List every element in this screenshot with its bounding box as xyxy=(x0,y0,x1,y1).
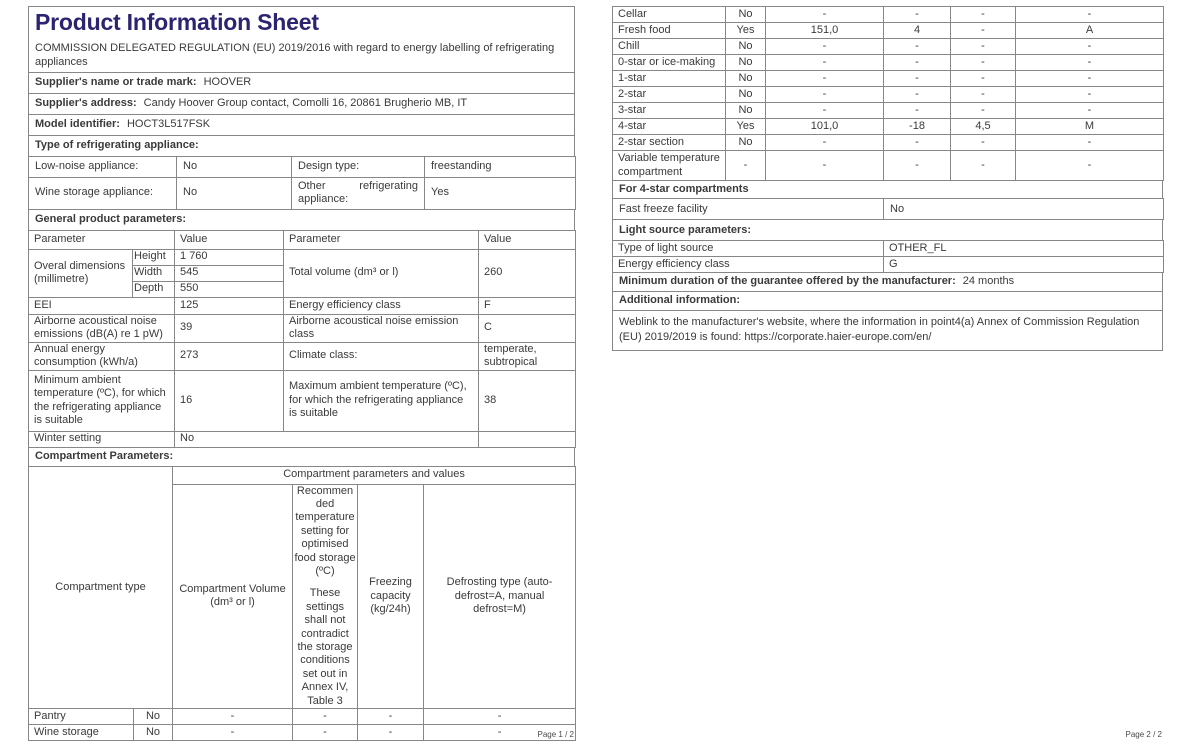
compartment-temp: - xyxy=(884,55,951,71)
weblink-url: https://corporate.haier-europe.com/en/ xyxy=(744,330,932,343)
compartment-name: Cellar xyxy=(613,7,726,23)
weblink-row xyxy=(613,310,1163,350)
compartment-freezing: - xyxy=(951,87,1016,103)
guarantee-value: 24 months xyxy=(962,275,1015,288)
energy-class-value: F xyxy=(479,297,576,314)
other-appliance-value: Yes xyxy=(425,177,576,209)
light-class-value: G xyxy=(884,257,1164,273)
compartment-freezing: - xyxy=(951,135,1016,151)
section-general-parameters: General product parameters: xyxy=(29,209,575,230)
title-block xyxy=(29,7,575,73)
compartment-temp: 4 xyxy=(884,23,951,39)
type-table xyxy=(28,156,576,210)
compartment-table-page1 xyxy=(28,466,576,742)
compartment-table-page2 xyxy=(612,6,1164,181)
compartment-defrost: - xyxy=(1016,103,1164,119)
compartment-volume: - xyxy=(766,7,884,23)
light-type-label: Type of light source xyxy=(613,241,884,257)
wine-storage-value: No xyxy=(177,177,292,209)
compartment-freezing: - xyxy=(358,709,424,725)
guarantee-row xyxy=(613,273,1163,291)
noise-emissions-label: Airborne acoustical noise emissions (dB(A) re 1 pW) xyxy=(29,314,175,342)
compartment-present: No xyxy=(726,135,766,151)
annual-energy-value: 273 xyxy=(175,342,284,370)
dimensions-label: Overal dimensions (millimetre) xyxy=(29,249,133,297)
recommended-temp-header xyxy=(293,484,358,709)
compartment-present: No xyxy=(726,87,766,103)
compartment-volume: 101,0 xyxy=(766,119,884,135)
compartment-freezing: - xyxy=(951,55,1016,71)
table-row xyxy=(613,55,1164,71)
winter-setting-label: Winter setting xyxy=(29,431,175,447)
compartment-name: 0-star or ice-making xyxy=(613,55,726,71)
fast-freeze-table xyxy=(612,198,1164,220)
regulation-text: COMMISSION DELEGATED REGULATION (EU) 2019/2016 with regard to energy labelling of refrigerating appliances xyxy=(35,42,555,69)
model-identifier-value: HOCT3L517FSK xyxy=(126,118,211,131)
compartment-name: 1-star xyxy=(613,71,726,87)
compartment-temp: - xyxy=(884,71,951,87)
general-parameters-table xyxy=(28,230,576,448)
header-info-table xyxy=(28,6,575,157)
table-row xyxy=(613,103,1164,119)
compartment-freezing: - xyxy=(951,7,1016,23)
compartment-temp: - xyxy=(884,151,951,181)
page-number-1: Page 1 / 2 xyxy=(537,730,574,739)
compartment-freezing: - xyxy=(951,151,1016,181)
compartment-group-header: Compartment parameters and values xyxy=(173,466,576,484)
eei-label: EEI xyxy=(29,297,175,314)
dimension-value-depth: 550 xyxy=(175,281,284,297)
compartment-temp: - xyxy=(884,87,951,103)
compartment-freezing: - xyxy=(951,23,1016,39)
freezing-capacity-header: Freezing capacity (kg/24h) xyxy=(358,484,424,709)
compartment-name: 2-star section xyxy=(613,135,726,151)
model-identifier-label: Model identifier: xyxy=(35,118,120,131)
compartment-volume: - xyxy=(766,103,884,119)
compartment-present: - xyxy=(726,151,766,181)
section-compartment-parameters: Compartment Parameters: xyxy=(29,447,575,466)
climate-class-label: Climate class: xyxy=(284,342,479,370)
compartment-freezing: - xyxy=(951,71,1016,87)
compartment-volume: - xyxy=(766,135,884,151)
fast-freeze-value: No xyxy=(884,199,1164,220)
compartment-name: Pantry xyxy=(29,709,134,725)
param-header-1: Parameter xyxy=(29,230,175,249)
compartment-name: 3-star xyxy=(613,103,726,119)
param-header-2: Parameter xyxy=(284,230,479,249)
compartment-volume: - xyxy=(766,71,884,87)
model-identifier-row xyxy=(29,114,575,135)
compartment-present: No xyxy=(726,71,766,87)
winter-setting-value: No xyxy=(175,431,479,447)
compartment-freezing: - xyxy=(951,39,1016,55)
compartment-name: Chill xyxy=(613,39,726,55)
compartment-volume: - xyxy=(173,709,293,725)
compartment-defrost: - xyxy=(1016,87,1164,103)
low-noise-label: Low-noise appliance: xyxy=(29,156,177,177)
compartment-defrost: - xyxy=(1016,151,1164,181)
compartment-defrost: - xyxy=(1016,71,1164,87)
max-ambient-temp-label: Maximum ambient temperature (ºC), for which the refrigerating appliance is suitable xyxy=(284,370,479,431)
compartment-present: No xyxy=(726,103,766,119)
compartment-defrost: - xyxy=(1016,55,1164,71)
light-source-table xyxy=(612,240,1164,273)
compartment-defrost: - xyxy=(424,725,576,741)
compartment-freezing: - xyxy=(358,725,424,741)
four-star-section-table xyxy=(612,180,1163,199)
compartment-defrost: - xyxy=(1016,39,1164,55)
table-row xyxy=(613,71,1164,87)
compartment-temp: -18 xyxy=(884,119,951,135)
compartment-defrost: - xyxy=(1016,135,1164,151)
eei-value: 125 xyxy=(175,297,284,314)
compartment-present: No xyxy=(726,39,766,55)
min-ambient-temp-label: Minimum ambient temperature (ºC), for which the refrigerating appliance is suitable xyxy=(29,370,175,431)
section-additional-information: Additional information: xyxy=(613,291,1163,310)
compartment-defrost: M xyxy=(1016,119,1164,135)
winter-setting-empty-cell xyxy=(479,431,576,447)
compartment-present: No xyxy=(726,7,766,23)
noise-class-value: C xyxy=(479,314,576,342)
compartment-temp: - xyxy=(293,709,358,725)
light-type-value: OTHER_FL xyxy=(884,241,1164,257)
table-row xyxy=(613,23,1164,39)
min-ambient-temp-value: 16 xyxy=(175,370,284,431)
section-type-of-appliance: Type of refrigerating appliance: xyxy=(29,135,575,156)
compartment-present: No xyxy=(726,55,766,71)
weblink-label: Weblink to the manufacturer's website, where the information in point4(a) Annex of Commission Regulation (EU) 2019/2019 is found: xyxy=(619,315,1140,343)
compartment-defrost: - xyxy=(424,709,576,725)
page-number-2: Page 2 / 2 xyxy=(1125,730,1162,739)
design-type-label: Design type: xyxy=(292,156,425,177)
climate-class-value: temperate, subtropical xyxy=(479,342,576,370)
compartment-defrost: A xyxy=(1016,23,1164,39)
energy-class-label: Energy efficiency class xyxy=(284,297,479,314)
noise-emissions-value: 39 xyxy=(175,314,284,342)
table-row xyxy=(613,151,1164,181)
compartment-temp: - xyxy=(884,7,951,23)
compartment-name: Wine storage xyxy=(29,725,134,741)
table-row xyxy=(613,87,1164,103)
compartment-temp: - xyxy=(884,103,951,119)
supplier-address-value: Candy Hoover Group contact, Comolli 16, 20861 Brugherio MB, IT xyxy=(143,97,468,110)
supplier-name-row xyxy=(29,72,575,93)
compartment-section-table xyxy=(28,447,575,467)
recommended-temp-header-para2: These settings shall not contradict the storage conditions set out in Annex IV, Table 3 xyxy=(297,587,353,707)
compartment-volume: - xyxy=(766,55,884,71)
page-2 xyxy=(612,6,1163,739)
compartment-defrost: - xyxy=(1016,7,1164,23)
compartment-name: 4-star xyxy=(613,119,726,135)
compartment-volume: - xyxy=(766,151,884,181)
table-row xyxy=(613,7,1164,23)
fast-freeze-label: Fast freeze facility xyxy=(613,199,884,220)
noise-class-label: Airborne acoustical noise emission class xyxy=(284,314,479,342)
compartment-volume: - xyxy=(173,725,293,741)
table-row xyxy=(613,39,1164,55)
defrosting-type-header: Defrosting type (auto-defrost=A, manual defrost=M) xyxy=(424,484,576,709)
compartment-name: 2-star xyxy=(613,87,726,103)
compartment-name: Fresh food xyxy=(613,23,726,39)
compartment-volume: 151,0 xyxy=(766,23,884,39)
dimension-key-height: Height xyxy=(133,249,175,265)
value-header-2: Value xyxy=(479,230,576,249)
total-volume-label: Total volume (dm³ or l) xyxy=(284,249,479,297)
compartment-present: No xyxy=(134,725,173,741)
compartment-temp: - xyxy=(884,135,951,151)
section-four-star: For 4-star compartments xyxy=(613,181,1163,199)
compartment-freezing: - xyxy=(951,103,1016,119)
supplier-name-value: HOOVER xyxy=(203,76,252,89)
compartment-present: No xyxy=(134,709,173,725)
guarantee-table xyxy=(612,272,1163,310)
light-class-label: Energy efficiency class xyxy=(613,257,884,273)
guarantee-label: Minimum duration of the guarantee offered by the manufacturer: xyxy=(619,275,956,288)
recommended-temp-header-para1: Recommended temperature setting for optimised food storage (ºC) xyxy=(294,484,356,577)
dimension-value-height: 1 760 xyxy=(175,249,284,265)
general-section-table xyxy=(28,209,575,231)
compartment-present: Yes xyxy=(726,119,766,135)
compartment-temp: - xyxy=(884,39,951,55)
page-1 xyxy=(28,6,575,741)
compartment-present: Yes xyxy=(726,23,766,39)
design-type-value: freestanding xyxy=(425,156,576,177)
table-row xyxy=(29,709,576,725)
table-row xyxy=(613,135,1164,151)
dimension-value-width: 545 xyxy=(175,265,284,281)
table-row xyxy=(29,725,576,741)
annual-energy-label: Annual energy consumption (kWh/a) xyxy=(29,342,175,370)
weblink-table xyxy=(612,310,1163,351)
compartment-name: Variable temperature compartment xyxy=(613,151,726,181)
compartment-freezing: 4,5 xyxy=(951,119,1016,135)
compartment-volume: - xyxy=(766,87,884,103)
other-appliance-label: Other refrigerating appliance: xyxy=(292,177,425,209)
dimension-key-depth: Depth xyxy=(133,281,175,297)
page-title: Product Information Sheet xyxy=(35,9,319,35)
low-noise-value: No xyxy=(177,156,292,177)
wine-storage-label: Wine storage appliance: xyxy=(29,177,177,209)
dimension-key-width: Width xyxy=(133,265,175,281)
total-volume-value: 260 xyxy=(479,249,576,297)
section-light-source: Light source parameters: xyxy=(613,220,1163,241)
compartment-type-header: Compartment type xyxy=(29,466,173,709)
light-section-table xyxy=(612,219,1163,241)
max-ambient-temp-value: 38 xyxy=(479,370,576,431)
supplier-address-label: Supplier's address: xyxy=(35,97,137,110)
table-row xyxy=(613,119,1164,135)
compartment-volume-header: Compartment Volume (dm³ or l) xyxy=(173,484,293,709)
supplier-address-row xyxy=(29,93,575,114)
value-header-1: Value xyxy=(175,230,284,249)
supplier-name-label: Supplier's name or trade mark: xyxy=(35,76,197,89)
compartment-volume: - xyxy=(766,39,884,55)
compartment-temp: - xyxy=(293,725,358,741)
